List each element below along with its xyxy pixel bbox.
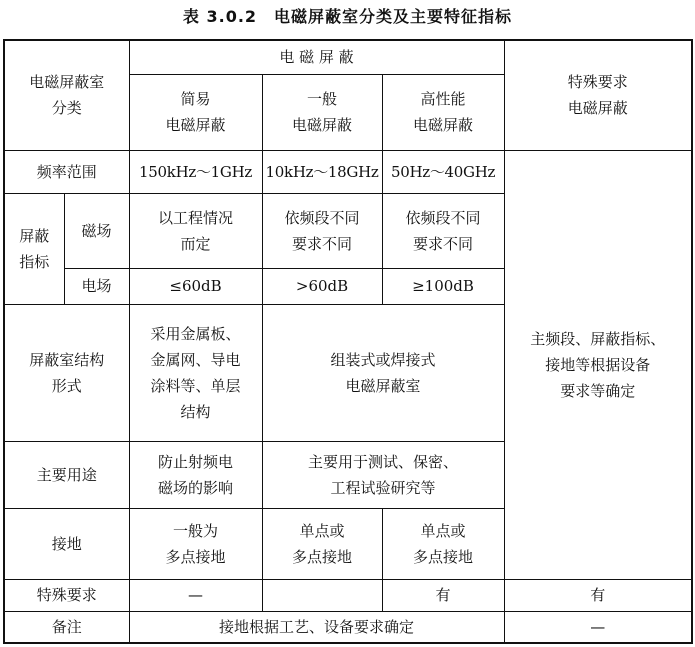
cell-usage-simple: 防止射频电 磁场的影响 [129, 441, 262, 508]
cell-special-req-high: 有 [382, 579, 504, 611]
cell-structure-general-high: 组装式或焊接式 电磁屏蔽室 [262, 304, 504, 441]
cell-electric-high: ≥100dB [382, 268, 504, 304]
row-label-frequency: 频率范围 [4, 150, 129, 193]
cell-special-req-special: 有 [504, 579, 692, 611]
row-label-magnetic: 磁场 [64, 193, 129, 268]
cell-special-req-simple: — [129, 579, 262, 611]
row-label-usage: 主要用途 [4, 441, 129, 508]
cell-grounding-high: 单点或 多点接地 [382, 508, 504, 579]
cell-magnetic-simple: 以工程情况 而定 [129, 193, 262, 268]
cell-usage-general-high: 主要用于测试、保密、 工程试验研究等 [262, 441, 504, 508]
table-title: 表 3.0.2 电磁屏蔽室分类及主要特征指标 [182, 7, 513, 26]
header-general: 一般 电磁屏蔽 [262, 74, 382, 150]
cell-special-req-general [262, 579, 382, 611]
cell-magnetic-general: 依频段不同 要求不同 [262, 193, 382, 268]
row-label-shielding: 屏蔽 指标 [4, 193, 64, 304]
row-label-remark: 备注 [4, 612, 129, 643]
cell-magnetic-high: 依频段不同 要求不同 [382, 193, 504, 268]
cell-electric-general: >60dB [262, 268, 382, 304]
cell-grounding-simple: 一般为 多点接地 [129, 508, 262, 579]
cell-frequency-general: 10kHz～18GHz [262, 150, 382, 193]
header-special: 特殊要求 电磁屏蔽 [504, 40, 692, 150]
classification-table [3, 39, 693, 644]
cell-structure-simple: 采用金属板、 金属网、导电 涂料等、单层 结构 [129, 304, 262, 441]
cell-grounding-general: 单点或 多点接地 [262, 508, 382, 579]
header-high: 高性能 电磁屏蔽 [382, 74, 504, 150]
cell-frequency-simple: 150kHz～1GHz [129, 150, 262, 193]
header-simple: 简易 电磁屏蔽 [129, 74, 262, 150]
header-category: 电磁屏蔽室 分类 [4, 40, 129, 150]
row-label-special-req: 特殊要求 [4, 579, 129, 611]
cell-remark-value: 接地根据工艺、设备要求确定 [129, 612, 504, 643]
cell-electric-simple: ≤60dB [129, 268, 262, 304]
row-label-electric: 电场 [64, 268, 129, 304]
header-group: 电 磁 屏 蔽 [129, 40, 504, 74]
cell-special-merged: 主频段、屏蔽指标、 接地等根据设备 要求等确定 [504, 150, 692, 579]
row-label-structure: 屏蔽室结构 形式 [4, 304, 129, 441]
row-label-grounding: 接地 [4, 508, 129, 579]
cell-remark-special: — [504, 612, 692, 643]
cell-frequency-high: 50Hz～40GHz [382, 150, 504, 193]
